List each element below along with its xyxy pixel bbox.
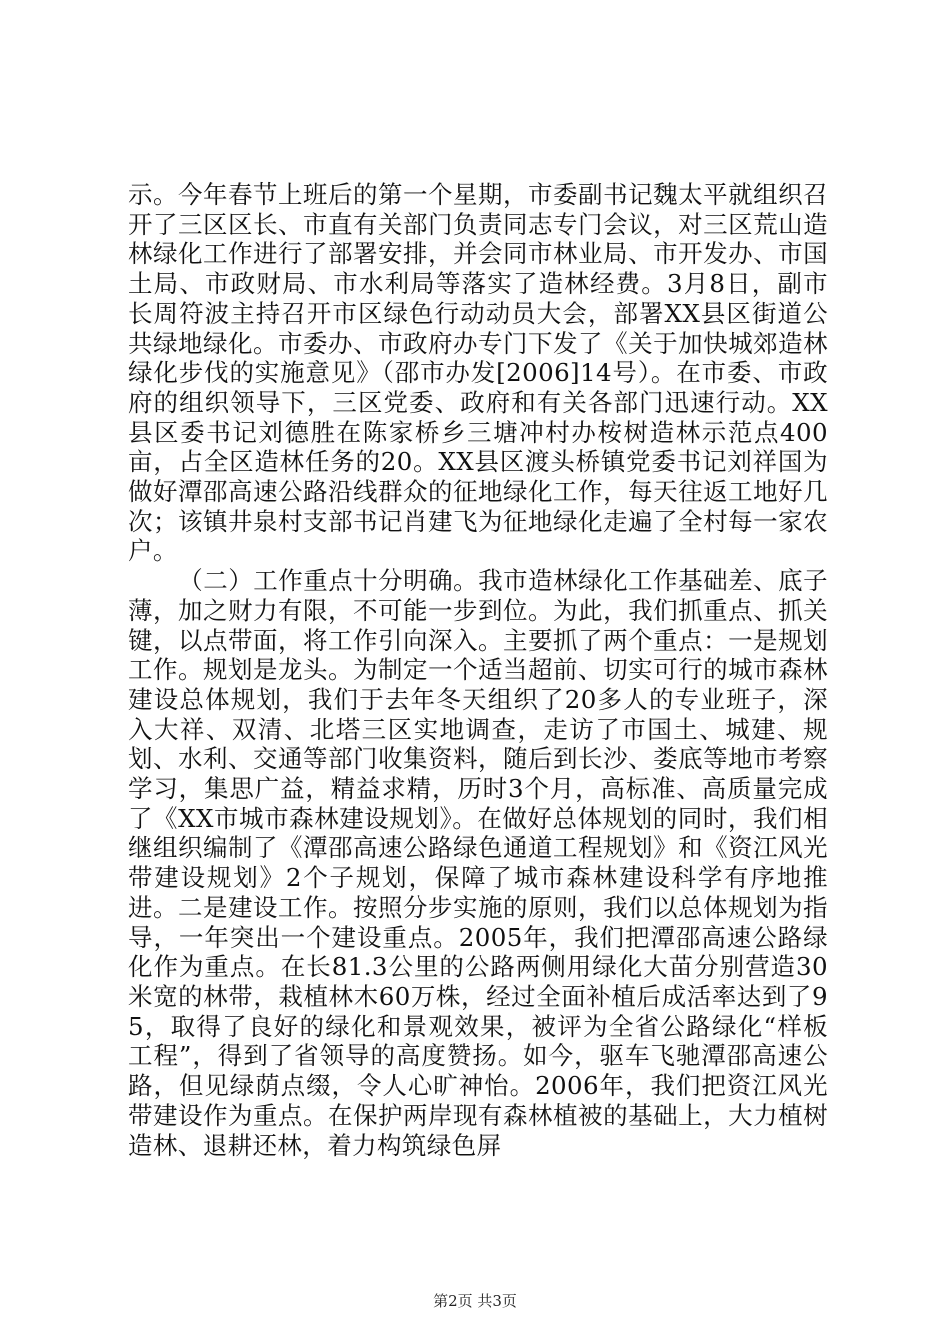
document-body [128, 180, 828, 1160]
paragraph-work-focus: （二）工作重点十分明确。我市造林绿化工作基础差、底子薄，加之财力有限，不可能一步到位。为此，我们抓重点、抓关键，以点带面，将工作引向深入。主要抓了两个重点：一是规划工作。规划是龙头。为制定一个适当超前、切实可行的城市森林建设总体规划，我们于去年冬天组织了20多人的专业班子，深入大祥、双清、北塔三区实地调查，走访了市国土、城建、规划、水利、交通等部门收集资料，随后到长沙、娄底等地市考察学习，集思广益，精益求精，历时3个月，高标准、高质量完成了《XX市城市森林建设规划》。在做好总体规划的同时，我们相继组织编制了《潭邵高速公路绿色通道工程规划》和《资江风光带建设规划》2个子规划，保障了城市森林建设科学有序地推进。二是建设工作。按照分步实施的原则，我们以总体规划为指导，一年突出一个建设重点。2005年，我们把潭邵高速公路绿化作为重点。在长81.3公里的公路两侧用绿化大苗分别营造30米宽的林带，栽植林木60万株，经过全面补植后成活率达到了95，取得了良好的绿化和景观效果，被评为全省公路绿化“样板工程”，得到了省领导的高度赞扬。如今，驱车飞驰潭邵高速公路，但见绿荫点缀，令人心旷神怡。2006年，我们把资江风光带建设作为重点。在保护两岸现有森林植被的基础上，大力植树造林、退耕还林，着力构筑绿色屏 [128, 566, 828, 1160]
paragraph-continuation: 示。今年春节上班后的第一个星期，市委副书记魏太平就组织召开了三区区长、市直有关部门负责同志专门会议，对三区荒山造林绿化工作进行了部署安排，并会同市林业局、市开发办、市国土局、市政财局、市水利局等落实了造林经费。3月8日，副市长周符波主持召开市区绿色行动动员大会，部署XX县区街道公共绿地绿化。市委办、市政府办专门下发了《关于加快城郊造林绿化步伐的实施意见》（邵市办发[2006]14号）。在市委、市政府的组织领导下，三区党委、政府和有关各部门迅速行动。XX县区委书记刘德胜在陈家桥乡三塘冲村办桉树造林示范点400亩，占全区造林任务的20。XX县区渡头桥镇党委书记刘祥国为做好潭邵高速公路沿线群众的征地绿化工作，每天往返工地好几次；该镇井泉村支部书记肖建飞为征地绿化走遍了全村每一家农户。 [128, 180, 828, 566]
page-number: 第2页 共3页 [433, 1292, 517, 1310]
page-footer [0, 1290, 950, 1311]
